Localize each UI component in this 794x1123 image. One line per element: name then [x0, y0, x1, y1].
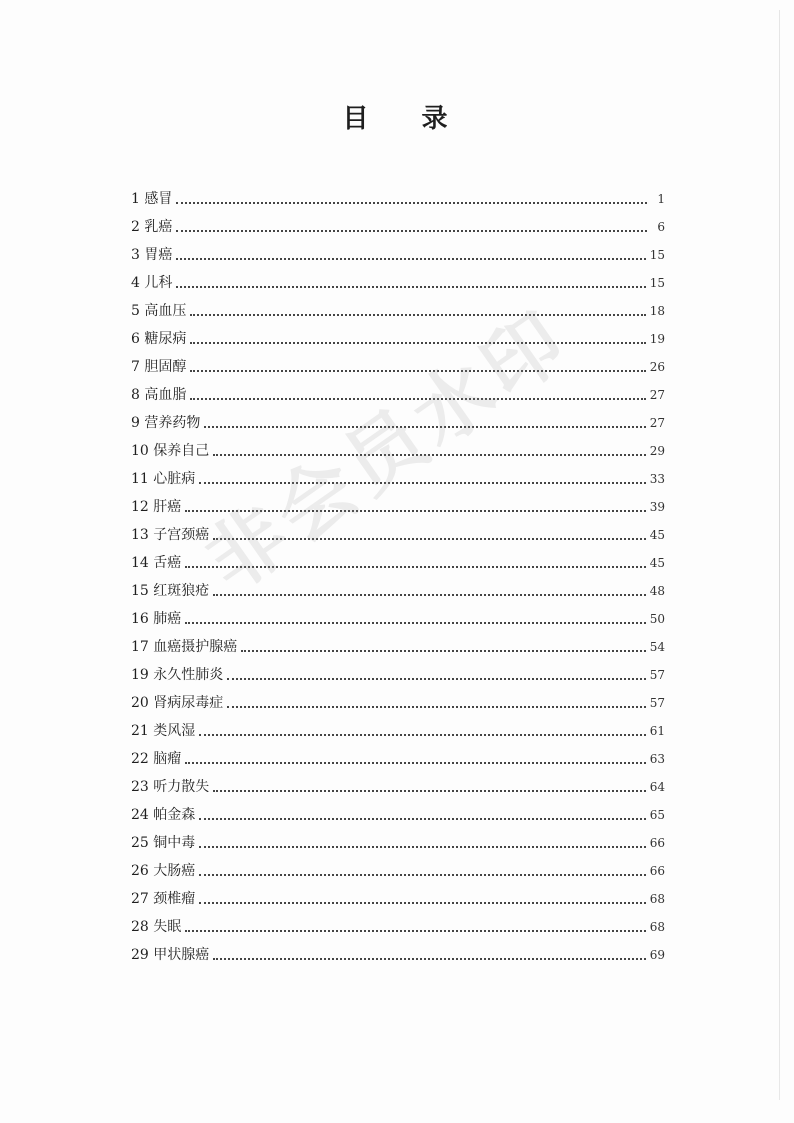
toc-entry[interactable] — [131, 740, 665, 768]
page-edge-line — [779, 10, 780, 1100]
toc-entry-label: 9 营养药物 — [131, 415, 201, 431]
toc-entry-page-number: 19 — [649, 332, 665, 346]
toc-entry-page-number: 68 — [649, 892, 665, 906]
toc-entry-page-number: 15 — [649, 276, 665, 290]
toc-entry[interactable] — [131, 572, 665, 600]
toc-entry[interactable] — [131, 544, 665, 572]
toc-dot-leader — [199, 734, 645, 736]
toc-entry-page-number: 57 — [649, 696, 665, 710]
toc-entry-label: 23 听力散失 — [131, 779, 210, 795]
toc-dot-leader — [190, 398, 645, 400]
toc-entry-label: 7 胆固醇 — [131, 359, 187, 375]
toc-dot-leader — [176, 258, 645, 260]
toc-entry[interactable] — [131, 292, 665, 320]
toc-entry-page-number: 61 — [649, 724, 665, 738]
toc-entry-label: 15 红斑狼疮 — [131, 583, 210, 599]
toc-entry[interactable] — [131, 852, 665, 880]
toc-entry-label: 11 心脏病 — [131, 471, 196, 487]
toc-entry-label: 29 甲状腺癌 — [131, 947, 210, 963]
toc-entry[interactable] — [131, 600, 665, 628]
toc-dot-leader — [199, 482, 645, 484]
toc-entry[interactable] — [131, 880, 665, 908]
toc-dot-leader — [185, 930, 645, 932]
toc-entry-label: 10 保养自己 — [131, 443, 210, 459]
toc-dot-leader — [227, 678, 645, 680]
toc-dot-leader — [213, 790, 645, 792]
toc-entry-page-number: 66 — [649, 864, 665, 878]
toc-entry[interactable] — [131, 908, 665, 936]
toc-entry-label: 1 感冒 — [131, 191, 173, 207]
toc-entry-label: 5 高血压 — [131, 303, 187, 319]
toc-entry[interactable] — [131, 460, 665, 488]
toc-dot-leader — [176, 286, 645, 288]
toc-entry-label: 19 永久性肺炎 — [131, 667, 224, 683]
toc-entry[interactable] — [131, 768, 665, 796]
toc-entry-page-number: 1 — [657, 192, 665, 206]
toc-entry[interactable] — [131, 684, 665, 712]
toc-dot-leader — [185, 566, 645, 568]
toc-entry-label: 20 肾病尿毒症 — [131, 695, 224, 711]
toc-entry[interactable] — [131, 516, 665, 544]
toc-dot-leader — [204, 426, 645, 428]
toc-entry-page-number: 54 — [649, 640, 665, 654]
toc-entry-page-number: 48 — [649, 584, 665, 598]
toc-dot-leader — [185, 622, 645, 624]
toc-dot-leader — [213, 454, 645, 456]
toc-dot-leader — [227, 706, 645, 708]
toc-entry-page-number: 29 — [649, 444, 665, 458]
toc-entry[interactable] — [131, 796, 665, 824]
toc-entry-label: 16 肺癌 — [131, 611, 182, 627]
toc-entry[interactable] — [131, 208, 665, 236]
toc-entry[interactable] — [131, 936, 665, 964]
toc-dot-leader — [213, 538, 645, 540]
toc-entry-page-number: 57 — [649, 668, 665, 682]
toc-entry[interactable] — [131, 348, 665, 376]
toc-dot-leader — [185, 510, 645, 512]
toc-dot-leader — [199, 874, 645, 876]
toc-dot-leader — [185, 762, 645, 764]
toc-entry-label: 8 高血脂 — [131, 387, 187, 403]
toc-entry-page-number: 15 — [649, 248, 665, 262]
toc-entry-page-number: 45 — [649, 528, 665, 542]
toc-entry-page-number: 66 — [649, 836, 665, 850]
toc-entry-page-number: 26 — [649, 360, 665, 374]
toc-entry-label: 13 子宫颈癌 — [131, 527, 210, 543]
toc-dot-leader — [213, 958, 645, 960]
toc-entry-label: 14 舌癌 — [131, 555, 182, 571]
toc-entry-label: 25 铜中毒 — [131, 835, 196, 851]
toc-entry-page-number: 27 — [649, 416, 665, 430]
toc-dot-leader — [213, 594, 645, 596]
toc-entry-page-number: 64 — [649, 780, 665, 794]
toc-entry[interactable] — [131, 712, 665, 740]
toc-dot-leader — [190, 314, 645, 316]
toc-entry-label: 27 颈椎瘤 — [131, 891, 196, 907]
toc-dot-leader — [176, 202, 647, 204]
toc-entry-page-number: 39 — [649, 500, 665, 514]
toc-dot-leader — [199, 902, 645, 904]
toc-entry[interactable] — [131, 320, 665, 348]
toc-dot-leader — [199, 818, 645, 820]
toc-entry[interactable] — [131, 404, 665, 432]
toc-entry-page-number: 65 — [649, 808, 665, 822]
toc-entry-page-number: 63 — [649, 752, 665, 766]
toc-entry-label: 28 失眠 — [131, 919, 182, 935]
toc-entry-page-number: 45 — [649, 556, 665, 570]
page-title: 目 录 — [342, 104, 470, 134]
toc-entry-page-number: 50 — [649, 612, 665, 626]
toc-dot-leader — [190, 370, 645, 372]
toc-entry-label: 17 血癌摄护腺癌 — [131, 639, 238, 655]
toc-entry[interactable] — [131, 180, 665, 208]
toc-entry[interactable] — [131, 432, 665, 460]
toc-entry[interactable] — [131, 628, 665, 656]
toc-dot-leader — [190, 342, 645, 344]
toc-entry-label: 12 肝癌 — [131, 499, 182, 515]
toc-entry-page-number: 27 — [649, 388, 665, 402]
toc-dot-leader — [176, 230, 647, 232]
toc-entry-label: 21 类风湿 — [131, 723, 196, 739]
watermark: 非会员水印 — [190, 293, 587, 609]
toc-entry-label: 24 帕金森 — [131, 807, 196, 823]
toc-entry-page-number: 18 — [649, 304, 665, 318]
toc-entry-label: 6 糖尿病 — [131, 331, 187, 347]
toc-entry-page-number: 69 — [649, 948, 665, 962]
toc-entry[interactable] — [131, 824, 665, 852]
toc-entry[interactable] — [131, 264, 665, 292]
toc-entry[interactable] — [131, 488, 665, 516]
toc-entry-page-number: 33 — [649, 472, 665, 486]
table-of-contents — [131, 180, 665, 964]
toc-entry-page-number: 68 — [649, 920, 665, 934]
toc-entry-label: 26 大肠癌 — [131, 863, 196, 879]
toc-entry-page-number: 6 — [657, 220, 665, 234]
toc-entry[interactable] — [131, 236, 665, 264]
toc-dot-leader — [241, 650, 645, 652]
toc-entry-label: 3 胃癌 — [131, 247, 173, 263]
toc-entry[interactable] — [131, 376, 665, 404]
toc-dot-leader — [199, 846, 645, 848]
toc-entry-label: 4 儿科 — [131, 275, 173, 291]
toc-entry-label: 22 脑瘤 — [131, 751, 182, 767]
toc-entry[interactable] — [131, 656, 665, 684]
toc-entry-label: 2 乳癌 — [131, 219, 173, 235]
